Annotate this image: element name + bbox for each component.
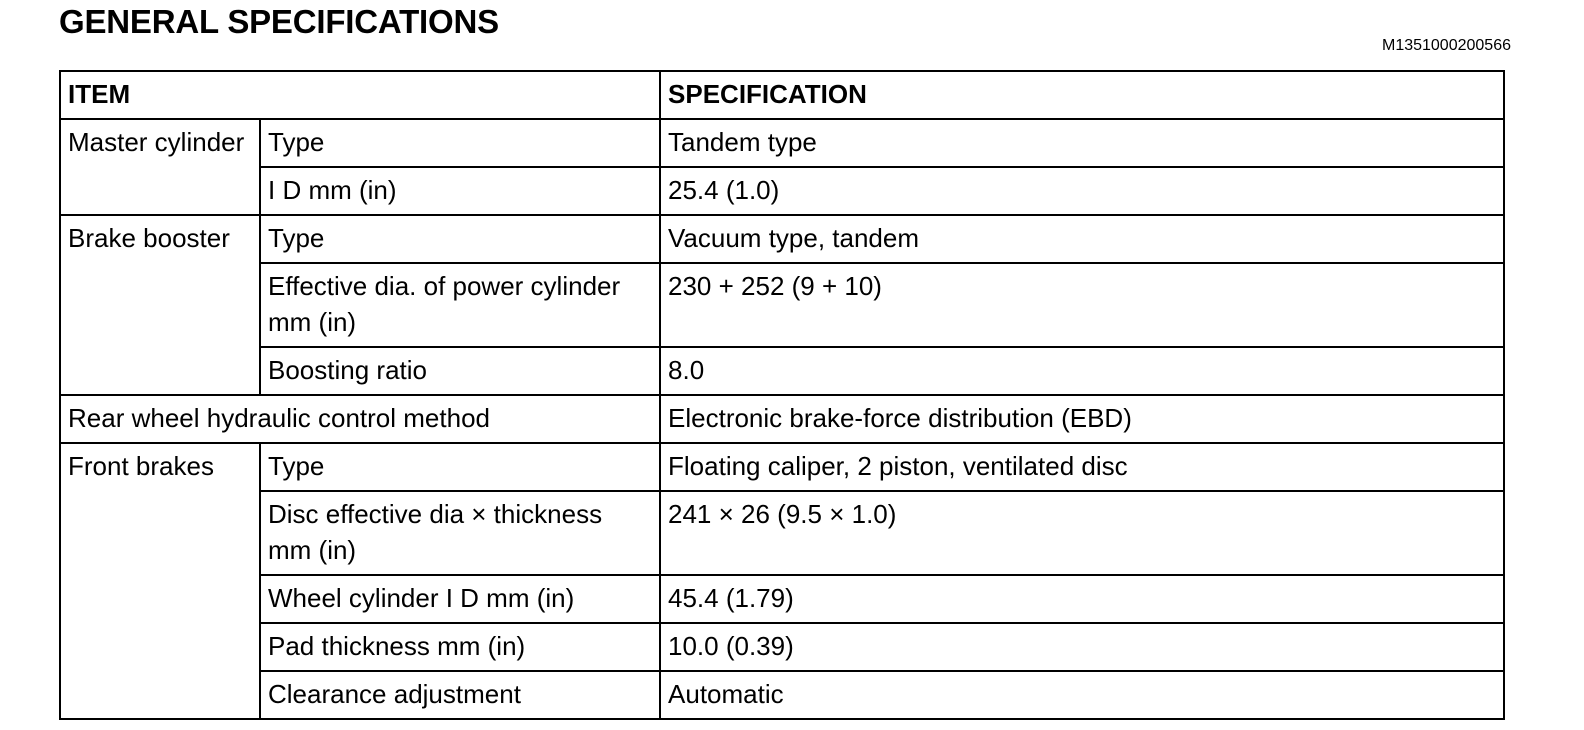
table-row: [60, 167, 1504, 215]
item-label: I D mm (in): [260, 167, 660, 215]
item-label-rear-wheel: Rear wheel hydraulic control method: [60, 395, 660, 443]
item-value: 25.4 (1.0): [660, 167, 1504, 215]
item-value: Tandem type: [660, 119, 1504, 167]
group-front-brakes: Front brakes: [60, 443, 260, 719]
table-row: [60, 671, 1504, 719]
item-value: Vacuum type, tandem: [660, 215, 1504, 263]
item-label: Type: [260, 443, 660, 491]
table-header-row: [60, 71, 1504, 119]
item-value: Electronic brake-force distribution (EBD): [660, 395, 1504, 443]
table-row: [60, 347, 1504, 395]
document-id: M1351000200566: [1381, 37, 1511, 54]
table-row: [60, 263, 1504, 347]
item-value: 45.4 (1.79): [660, 575, 1504, 623]
page-title: GENERAL SPECIFICATIONS: [59, 3, 499, 40]
table-row: [60, 119, 1504, 167]
item-value: 10.0 (0.39): [660, 623, 1504, 671]
group-master-cylinder: Master cylinder: [60, 119, 260, 215]
item-label: Effective dia. of power cylinder mm (in): [260, 263, 660, 347]
item-label: Wheel cylinder I D mm (in): [260, 575, 660, 623]
item-label: Type: [260, 119, 660, 167]
table-row: [60, 443, 1504, 491]
table-row: [60, 491, 1504, 575]
specifications-table: [59, 70, 1505, 720]
item-label: Disc effective dia × thickness mm (in): [260, 491, 660, 575]
header-specification: SPECIFICATION: [660, 71, 1504, 119]
item-value: Automatic: [660, 671, 1504, 719]
item-value: Floating caliper, 2 piston, ventilated disc: [660, 443, 1504, 491]
header-item: ITEM: [60, 71, 660, 119]
item-value: 241 × 26 (9.5 × 1.0): [660, 491, 1504, 575]
table-row: [60, 575, 1504, 623]
item-value: 230 + 252 (9 + 10): [660, 263, 1504, 347]
table-row: [60, 215, 1504, 263]
item-label: Pad thickness mm (in): [260, 623, 660, 671]
group-brake-booster: Brake booster: [60, 215, 260, 395]
item-label: Clearance adjustment: [260, 671, 660, 719]
item-value: 8.0: [660, 347, 1504, 395]
item-label: Type: [260, 215, 660, 263]
item-label: Boosting ratio: [260, 347, 660, 395]
table-row: [60, 395, 1504, 443]
table-row: [60, 623, 1504, 671]
